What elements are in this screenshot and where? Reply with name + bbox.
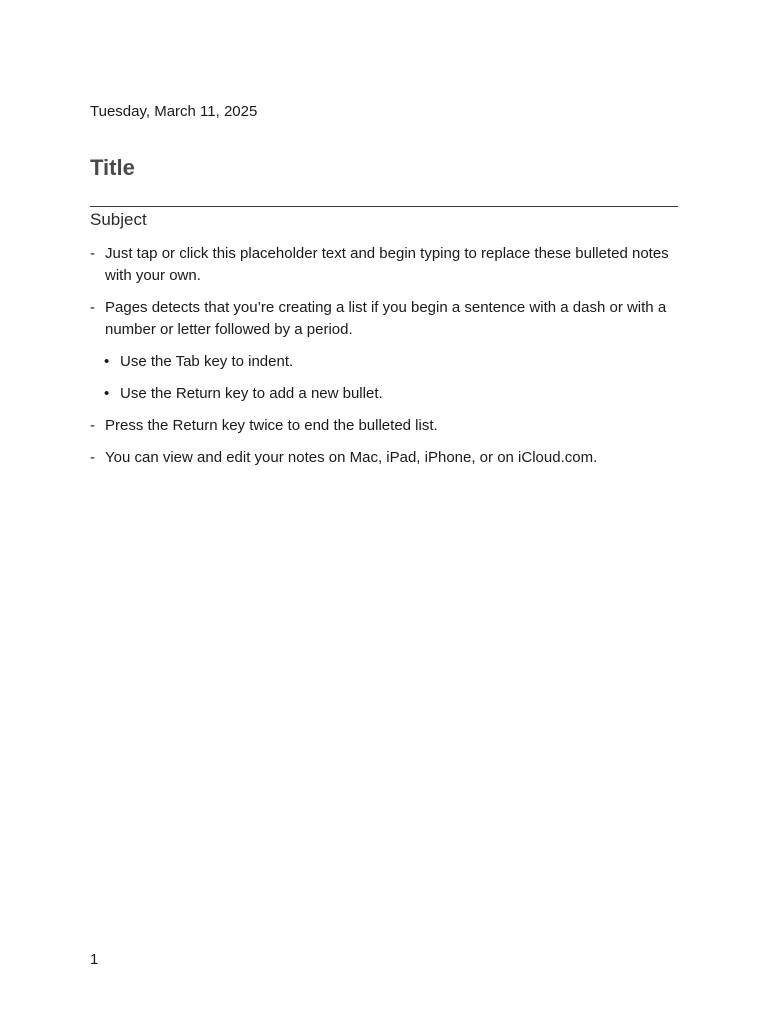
list-item[interactable] bbox=[90, 383, 680, 405]
bulleted-notes-list bbox=[90, 243, 680, 479]
list-item[interactable] bbox=[90, 243, 680, 287]
document-title[interactable]: Title bbox=[90, 155, 135, 180]
list-item-text: Just tap or click this placeholder text and begin typing to replace these bulleted notes with your own. bbox=[105, 245, 669, 284]
list-item-text: Use the Tab key to indent. bbox=[120, 353, 294, 370]
list-item[interactable] bbox=[90, 351, 680, 373]
dash-bullet-icon: - bbox=[90, 449, 95, 466]
dash-bullet-icon: - bbox=[90, 299, 95, 316]
document-date[interactable]: Tuesday, March 11, 2025 bbox=[90, 103, 258, 120]
dash-bullet-icon: - bbox=[90, 245, 95, 262]
dot-bullet-icon: • bbox=[104, 353, 110, 370]
list-item-text: Use the Return key to add a new bullet. bbox=[120, 385, 383, 402]
title-divider bbox=[90, 206, 678, 207]
list-item[interactable] bbox=[90, 297, 680, 341]
list-item-text: Pages detects that you’re creating a list if you begin a sentence with a dash or with a number or letter followed by a period. bbox=[105, 299, 667, 338]
list-item-text: Press the Return key twice to end the bulleted list. bbox=[105, 417, 438, 434]
dot-bullet-icon: • bbox=[104, 385, 110, 402]
list-item[interactable] bbox=[90, 415, 680, 437]
list-item-text: You can view and edit your notes on Mac, iPad, iPhone, or on iCloud.com. bbox=[105, 449, 598, 466]
list-item[interactable] bbox=[90, 447, 680, 469]
dash-bullet-icon: - bbox=[90, 417, 95, 434]
page-number: 1 bbox=[90, 951, 99, 968]
document-subject[interactable]: Subject bbox=[90, 210, 147, 229]
